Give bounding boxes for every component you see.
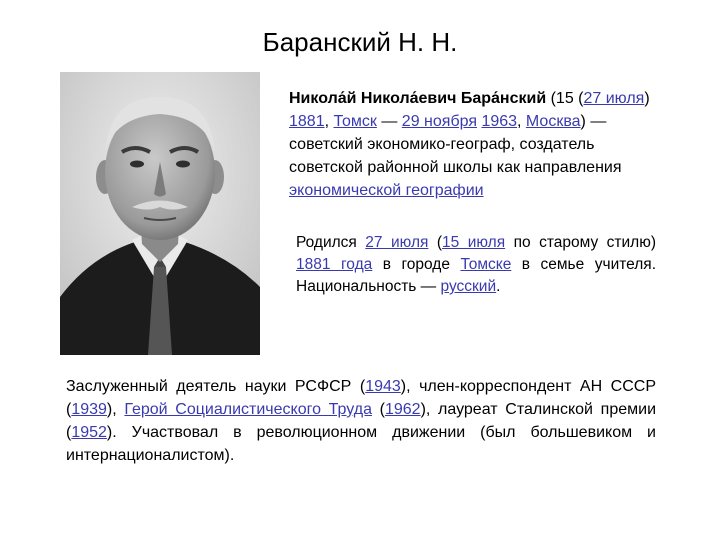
link-july-27[interactable]: 27 июля [365, 234, 429, 251]
link-1881-year[interactable]: 1881 года [296, 256, 373, 273]
link-birth-date[interactable]: 27 июля [583, 90, 645, 107]
link-july-15[interactable]: 15 июля [442, 234, 506, 251]
person-name: Никола́й Никола́евич Бара́нский [289, 90, 547, 107]
link-death-year[interactable]: 1963 [481, 113, 518, 130]
link-tomsk-city[interactable]: Томске [460, 256, 512, 273]
awards-paragraph: Заслуженный деятель науки РСФСР (1943), член-корреспондент АН СССР (1939), Герой Социалистического Труда (1962), лауреат Сталинской премии (1952). Участвовал в революционном движении (был большевиком и интернационалистом). [66, 378, 657, 464]
link-economic-geography[interactable]: экономической географии [289, 182, 484, 199]
slide-title: Баранский Н. Н. [262, 27, 458, 57]
link-birth-year[interactable]: 1881 [289, 113, 325, 130]
portrait-photo [60, 72, 260, 355]
link-1952[interactable]: 1952 [71, 424, 107, 441]
link-1943[interactable]: 1943 [365, 378, 401, 395]
link-death-date[interactable]: 29 ноября [401, 113, 477, 130]
link-tomsk[interactable]: Томск [333, 113, 377, 130]
link-russian[interactable]: русский [440, 278, 497, 295]
intro-paragraph: Никола́й Никола́евич Бара́нский (15 (27 июля) 1881, Томск — 29 ноября 1963, Москва) — советский экономико-географ, создатель советской районной школы как направления экономической географии [289, 90, 650, 199]
birth-paragraph: Родился 27 июля (15 июля по старому стилю) 1881 года в городе Томске в семье учителя. Национальность — русский. [296, 234, 657, 295]
link-1939[interactable]: 1939 [71, 401, 107, 418]
link-moscow[interactable]: Москва [525, 113, 581, 130]
link-1962[interactable]: 1962 [384, 401, 421, 418]
link-hero-of-labour[interactable]: Герой Социалистического Труда [124, 401, 372, 418]
